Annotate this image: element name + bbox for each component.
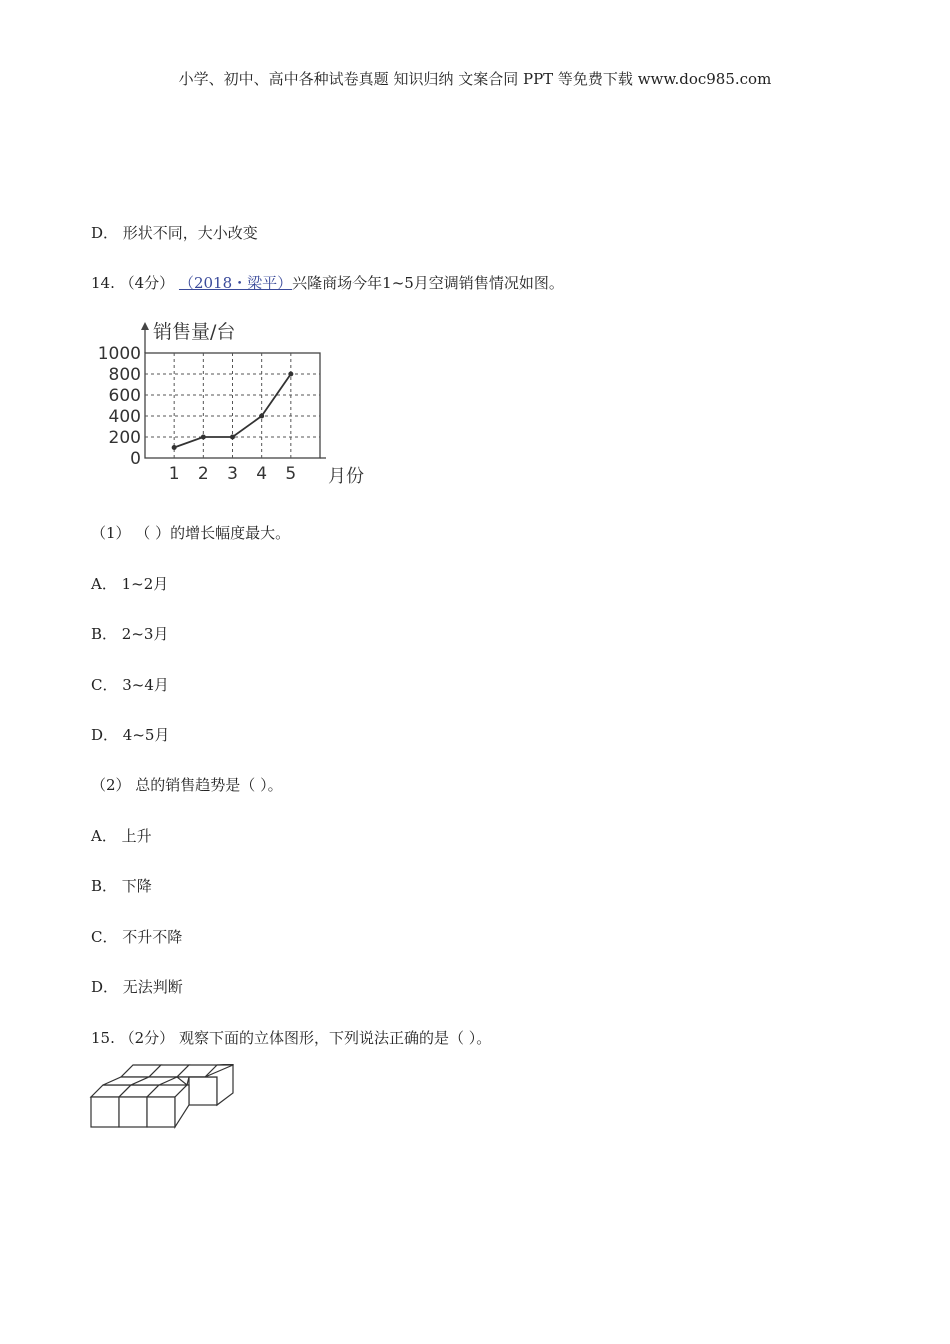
q14-number: 14. [91, 274, 115, 292]
y-axis-label: 销售量/台 [153, 321, 236, 343]
q13-option-d: D． 形状不同，大小改变 [91, 224, 258, 242]
x-tick-label: 3 [227, 464, 238, 484]
q14-part1-option-d: D． 4~5月 [91, 726, 170, 744]
data-point [288, 372, 293, 377]
q15-stem: 观察下面的立体图形，下列说法正确的是（ ）。 [178, 1029, 492, 1047]
y-tick-label: 1000 [97, 344, 141, 364]
q14-part1-option-c: C． 3~4月 [91, 676, 169, 694]
q14-part1-option-a: A． 1~2月 [91, 575, 169, 593]
x-tick-label: 4 [256, 464, 268, 484]
y-tick-label: 400 [108, 407, 141, 427]
sales-line-chart [90, 318, 380, 493]
q14-part2-option-a: A． 上升 [91, 827, 152, 845]
q15-number: 15. [91, 1029, 115, 1047]
q14-part2-prompt: （2） 总的销售趋势是（ ）。 [91, 776, 283, 794]
q14-score: （4分） [119, 274, 175, 292]
data-point [201, 435, 206, 440]
y-tick-label: 200 [108, 428, 141, 448]
x-tick-label: 5 [285, 464, 297, 484]
data-point [259, 414, 264, 419]
data-point [172, 445, 177, 450]
y-tick-label: 600 [108, 386, 141, 406]
x-tick-label: 1 [168, 464, 180, 484]
q14-part1-option-b: B． 2~3月 [91, 625, 169, 643]
solid-figure-cubes [88, 1064, 238, 1134]
page-header: 小学、初中、高中各种试卷真题 知识归纳 文案合同 PPT 等免费下载 www.doc985.com [178, 70, 772, 88]
y-tick-label: 800 [108, 365, 141, 385]
q14-part2-option-d: D． 无法判断 [91, 978, 183, 996]
y-tick-label: 0 [130, 449, 141, 469]
q15-stem-line [91, 1027, 491, 1048]
q14-part2-option-b: B． 下降 [91, 877, 152, 895]
x-axis-label: 月份 [328, 466, 364, 487]
q15-score: （2分） [119, 1029, 175, 1047]
x-tick-label: 2 [197, 464, 209, 484]
y-axis-arrow [141, 322, 149, 330]
q14-part1-prompt: （1） （ ）的增长幅度最大。 [91, 524, 291, 542]
data-point [230, 435, 235, 440]
q14-source-link[interactable]: （2018・梁平） [178, 274, 293, 292]
q14-stem: 兴隆商场今年1~5月空调销售情况如图。 [292, 274, 564, 292]
q14-part2-option-c: C． 不升不降 [91, 928, 183, 946]
chart-frame [145, 353, 320, 458]
q14-stem-line [91, 272, 564, 293]
